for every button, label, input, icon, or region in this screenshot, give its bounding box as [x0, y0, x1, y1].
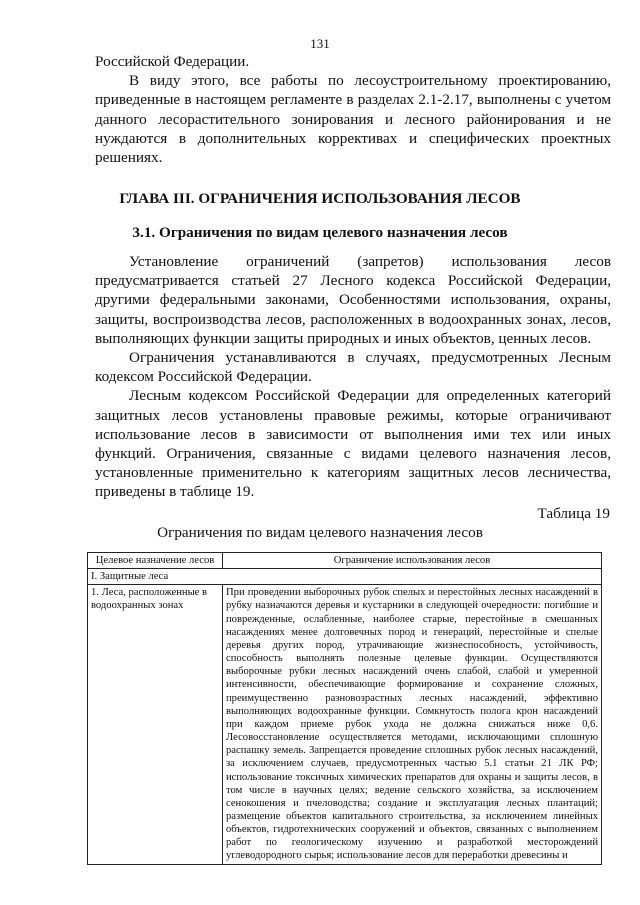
intro-first-line: Российской Федерации.: [95, 53, 250, 70]
restrictions-table: [87, 552, 602, 865]
main-text: [95, 252, 611, 502]
header-purpose: Целевое назначение лесов: [88, 553, 223, 569]
paragraph-1: Установление ограничений (запретов) использования лесов предусматривается статьей 27 Лесного кодекса Российской Федерации, другими федеральными законами, Особенностями использования, охраны, защиты, воспроизводства лесов, расположенных в водоохранных зонах, лесов, выполняющих функции защиты природных и иных объектов, ценных лесов.: [95, 253, 611, 347]
intro-paragraph: В виду этого, все работы по лесоустроительному проектированию, приведенные в настоящем регламенте в разделах 2.1-2.17, выполнены с учетом данного лесорастительного зонирования и лесного районирования и не нуждаются в дополнительных коррективах и специфических проектных решениях.: [95, 72, 611, 167]
table-row: [88, 585, 602, 864]
table-title: Ограничения по видам целевого назначения лесов: [157, 524, 483, 541]
section-heading: 3.1. Ограничения по видам целевого назначения лесов: [132, 224, 508, 241]
paragraph-3: Лесным кодексом Российской Федерации для определенных категорий защитных лесов установлены правовые режимы, которые ограничивают использование лесов в зависимости от выполнения ими тех или иных функций. Ограничения, связанные с видами целевого назначения лесов, установленные применительно к категориям защитных лесов лесничества, приведены в таблице 19.: [95, 387, 611, 501]
group-label: I. Защитные леса: [88, 569, 602, 585]
page-number: 131: [310, 36, 330, 51]
table-group-row: [88, 569, 602, 585]
paragraph-2: Ограничения устанавливаются в случаях, предусмотренных Лесным кодексом Российской Федерации.: [95, 349, 611, 386]
intro-block: [95, 52, 611, 167]
header-restriction: Ограничение использования лесов: [223, 553, 602, 569]
chapter-heading: ГЛАВА III. ОГРАНИЧЕНИЯ ИСПОЛЬЗОВАНИЯ ЛЕСОВ: [119, 190, 521, 207]
table-header-row: [88, 553, 602, 569]
restriction-cell: При проведении выборочных рубок спелых и перестойных лесных насаждений в рубку назначаются деревья и кустарники в следующей очередности: погибшие и поврежденные, ослабленные, наиболее старые, перестойные в смешанных насаждениях менее долговечных пород и генераций, перестойные и спелые деревья других пород, утрачивающие жизнеспособность, устойчивость, способность выполнять полезные целевые функции. Осуществляются выборочные рубки лесных насаждений очень слабой, слабой и умеренной интенсивности, обеспечивающие формирование и сохранение сложных, преимущественно разновозрастных лесных насаждений, эффективно выполняющих водоохранные функции. Сомкнутость полога крон насаждений при каждом приеме рубок ухода не должна снижаться ниже 0,6. Лесовосстановление осуществляется методами, исключающими сплошную распашку земель. Запрещается проведение сплошных рубок лесных насаждений, за исключением случаев, предусмотренных частью 5.1 статьи 21 ЛК РФ; использование токсичных химических препаратов для охраны и защиты лесов, в том числе в научных целях; ведение сельского хозяйства, за исключением сенокошения и пчеловодства; создание и эксплуатация лесных плантаций; размещение объектов капитального строительства, за исключением линейных объектов, гидротехнических сооружений и объектов, связанных с выполнением работ по геологическому изучению и разработкой месторождений углеводородного сырья; использование лесов для переработки древесины и: [223, 585, 602, 864]
table-label: Таблица 19: [537, 505, 610, 522]
purpose-cell: 1. Леса, расположенные в водоохранных зонах: [88, 585, 223, 864]
